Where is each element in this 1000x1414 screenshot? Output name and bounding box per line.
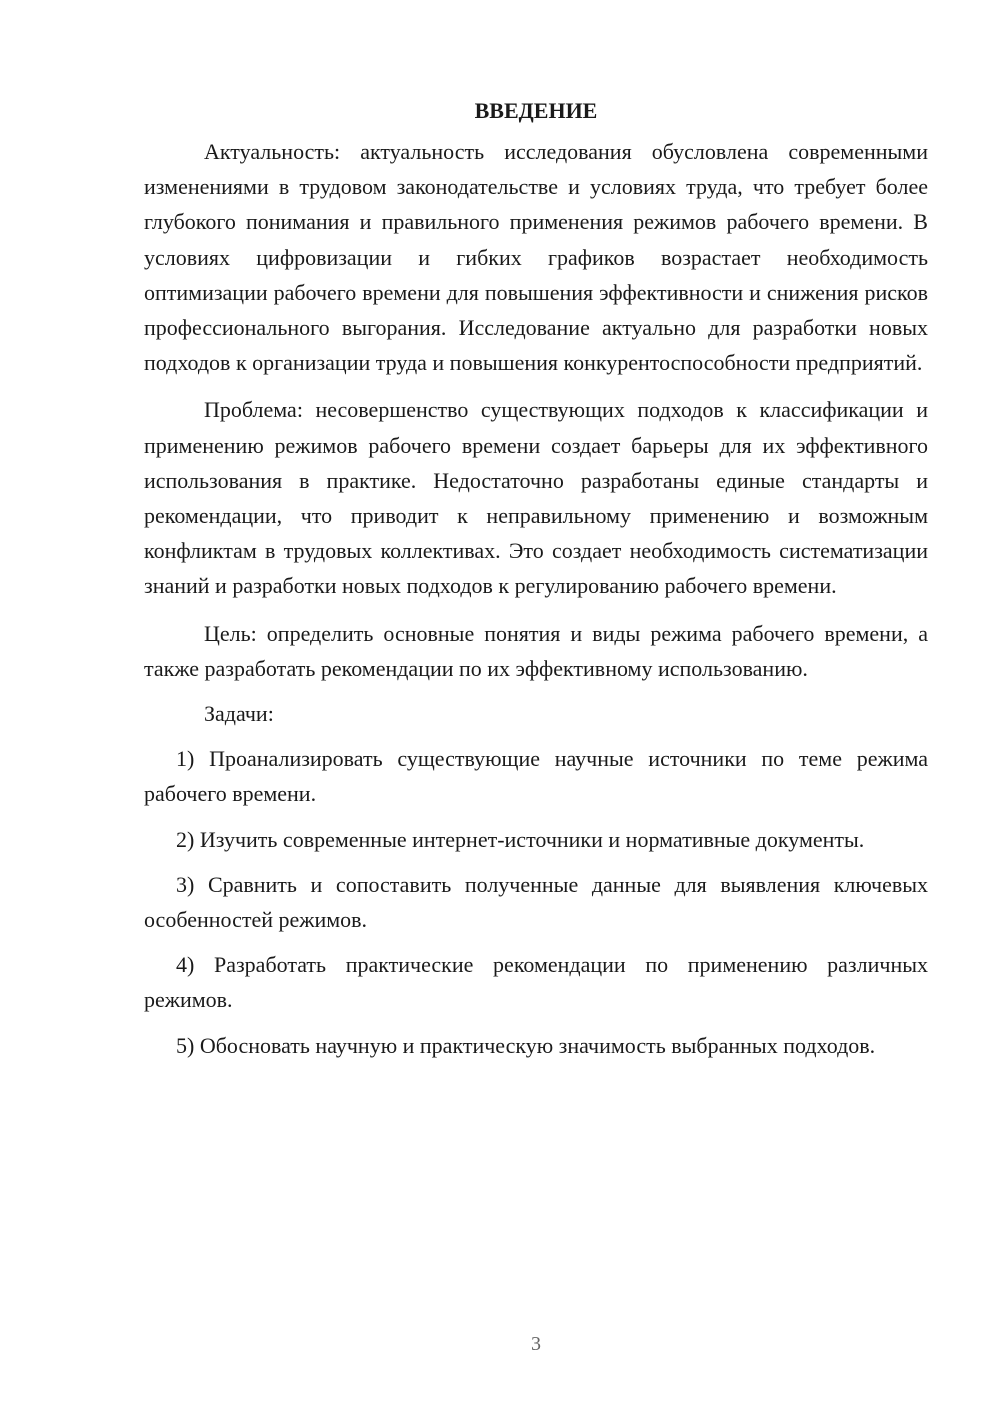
task-text: Сравнить и сопоставить полученные данные для выявления ключевых особенностей режимов. [144, 871, 929, 933]
task-number: 3) [176, 871, 195, 897]
task-item-2 [144, 822, 928, 857]
section-title: ВВЕДЕНИЕ [474, 98, 598, 123]
task-item-3 [144, 867, 928, 937]
tasks-heading: Задачи: [204, 701, 274, 727]
task-text: Проанализировать существующие научные источники по теме режима рабочего времени. [144, 746, 929, 807]
problem-paragraph: Проблема: несовершенство существующих подходов к классификации и применению режимов рабочего времени создает барьеры для их эффективного использования в практике. Недостаточно разработаны единые стандарты и рекомендации, что приводит к неправильному применению и возможным конфликтам в трудовых коллективах. Это создает необходимость систематизации знаний и разработки новых подходов к регулированию рабочего времени. [144, 397, 928, 599]
task-item-5 [144, 1028, 928, 1063]
task-number: 4) [176, 952, 195, 978]
document-page [144, 93, 928, 1063]
tasks-list [144, 741, 928, 1063]
page-number: 3 [531, 1333, 541, 1355]
task-number: 5) [176, 1032, 195, 1058]
task-item-4 [144, 947, 928, 1017]
task-text: Изучить современные интернет-источники и нормативные документы. [199, 826, 865, 852]
relevance-paragraph: Актуальность: актуальность исследования обусловлена современными изменениями в трудовом законодательстве и условиях труда, что требует более глубокого понимания и правильного применения режимов рабочего времени. В условиях цифровизации и гибких графиков возрастает необходимость оптимизации рабочего времени для повышения эффективности и снижения рисков профессионального выгорания. Исследование актуально для разработки новых подходов к организации труда и повышения конкурентоспособности предприятий. [144, 139, 928, 376]
goal-paragraph: Цель: определить основные понятия и виды режима рабочего времени, а также разработать рекомендации по их эффективному использованию. [144, 620, 928, 681]
task-text: Обосновать научную и практическую значимость выбранных подходов. [199, 1032, 876, 1058]
task-number: 1) [176, 746, 195, 772]
task-number: 2) [176, 826, 195, 852]
task-text: Разработать практические рекомендации по применению различных режимов. [144, 952, 928, 1013]
task-item-1 [144, 741, 928, 811]
